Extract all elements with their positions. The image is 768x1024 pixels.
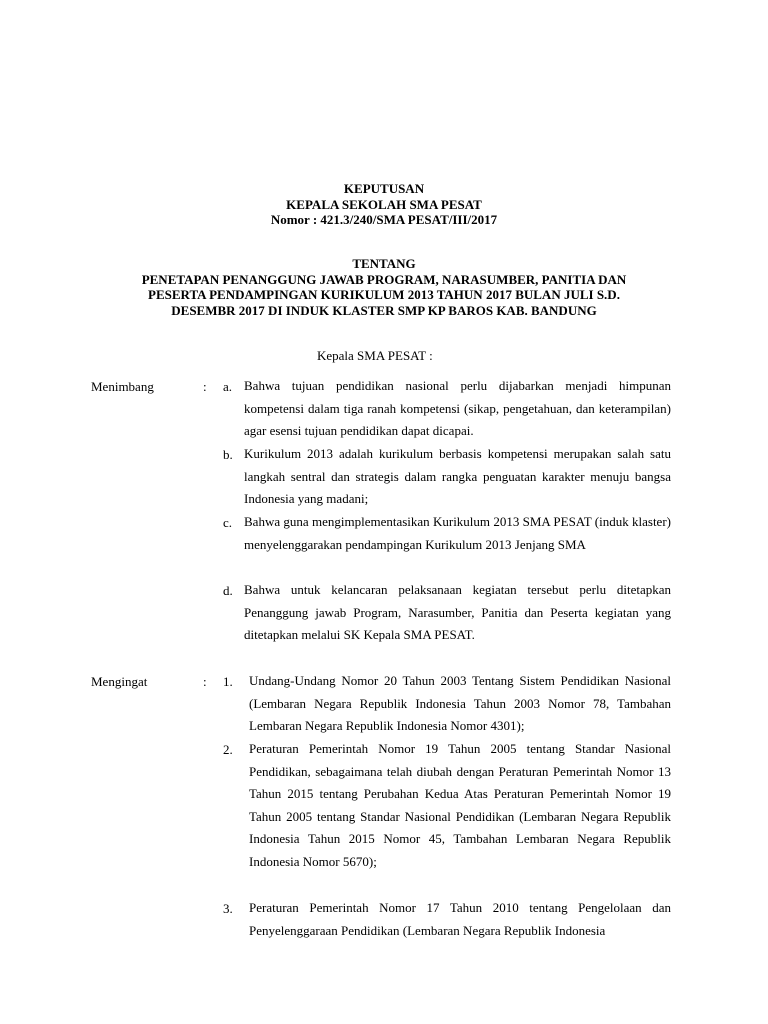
section-colon: : — [203, 379, 207, 394]
decree-number: Nomor : 421.3/240/SMA PESAT/III/2017 — [270, 212, 498, 227]
list-item-text: Kurikulum 2013 adalah kurikulum berbasis kompetensi merupakan salah satu langkah sentral dan strategis dalam rangka penguatan karakter menuju bangsa Indonesia yang madani; — [244, 446, 671, 507]
list-marker: 1. — [223, 674, 233, 689]
subject-label: TENTANG — [352, 256, 416, 271]
subject-line: DESEMBR 2017 DI INDUK KLASTER SMP KP BAROS KAB. BANDUNG — [171, 302, 597, 318]
subject-line: PENETAPAN PENANGGUNG JAWAB PROGRAM, NARASUMBER, PANITIA DAN — [141, 271, 627, 287]
list-item-text: Bahwa tujuan pendidikan nasional perlu dijabarkan menjadi himpunan kompetensi dalam tiga ranah kompetensi (sikap, pengetahuan, dan keterampilan) agar esensi tujuan pendidikan dapat dicapai. — [244, 378, 671, 439]
list-marker: d. — [223, 583, 233, 598]
list-item-text: Undang-Undang Nomor 20 Tahun 2003 Tentang Sistem Pendidikan Nasional (Lembaran Negara Republik Indonesia Tahun 2003 Nomor 78, Tambahan Lembaran Negara Republik Indonesia Nomor 4301); — [249, 673, 671, 734]
decree-subject — [0, 256, 768, 318]
list-marker: 3. — [223, 901, 233, 916]
list-item-text: Peraturan Pemerintah Nomor 17 Tahun 2010 tentang Pengelolaan dan Penyelenggaraan Pendidikan (Lembaran Negara Republik Indonesia — [249, 900, 671, 938]
subject-line: PESERTA PENDAMPINGAN KURIKULUM 2013 TAHUN 2017 BULAN JULI S.D. — [148, 287, 620, 302]
decree-issuer: KEPALA SEKOLAH SMA PESAT — [286, 196, 482, 212]
section-label-mengingat: Mengingat — [91, 674, 148, 689]
list-marker: 2. — [223, 742, 233, 757]
decree-header — [0, 181, 768, 228]
list-item-text: Bahwa guna mengimplementasikan Kurikulum 2013 SMA PESAT (induk klaster) menyelenggarakan pendampingan Kurikulum 2013 Jenjang SMA — [244, 514, 671, 552]
section-label-menimbang: Menimbang — [91, 379, 154, 394]
list-item-text: Peraturan Pemerintah Nomor 19 Tahun 2005 tentang Standar Nasional Pendidikan, sebagaimana telah diubah dengan Peraturan Pemerintah Nomor 13 Tahun 2015 tentang Perubahan Kedua Atas Peraturan Pemerintah Nomor 19 Tahun 2005 tentang Standar Nasional Pendidikan (Lembaran Negara Republik Indonesia Tahun 2015 Nomor 45, Tambahan Lembaran Negara Republik Indonesia Nomor 5670); — [249, 741, 671, 869]
decree-title: KEPUTUSAN — [343, 181, 425, 196]
list-marker: b. — [223, 447, 233, 462]
list-item-text: Bahwa untuk kelancaran pelaksanaan kegiatan tersebut perlu ditetapkan Penanggung jawab Program, Narasumber, Panitia dan Peserta kegiatan yang ditetapkan melalui SK Kepala SMA PESAT. — [244, 582, 671, 643]
list-marker: a. — [223, 379, 233, 394]
opening-line: Kepala SMA PESAT : — [317, 348, 433, 363]
section-colon: : — [203, 674, 207, 689]
list-marker: c. — [223, 515, 233, 530]
